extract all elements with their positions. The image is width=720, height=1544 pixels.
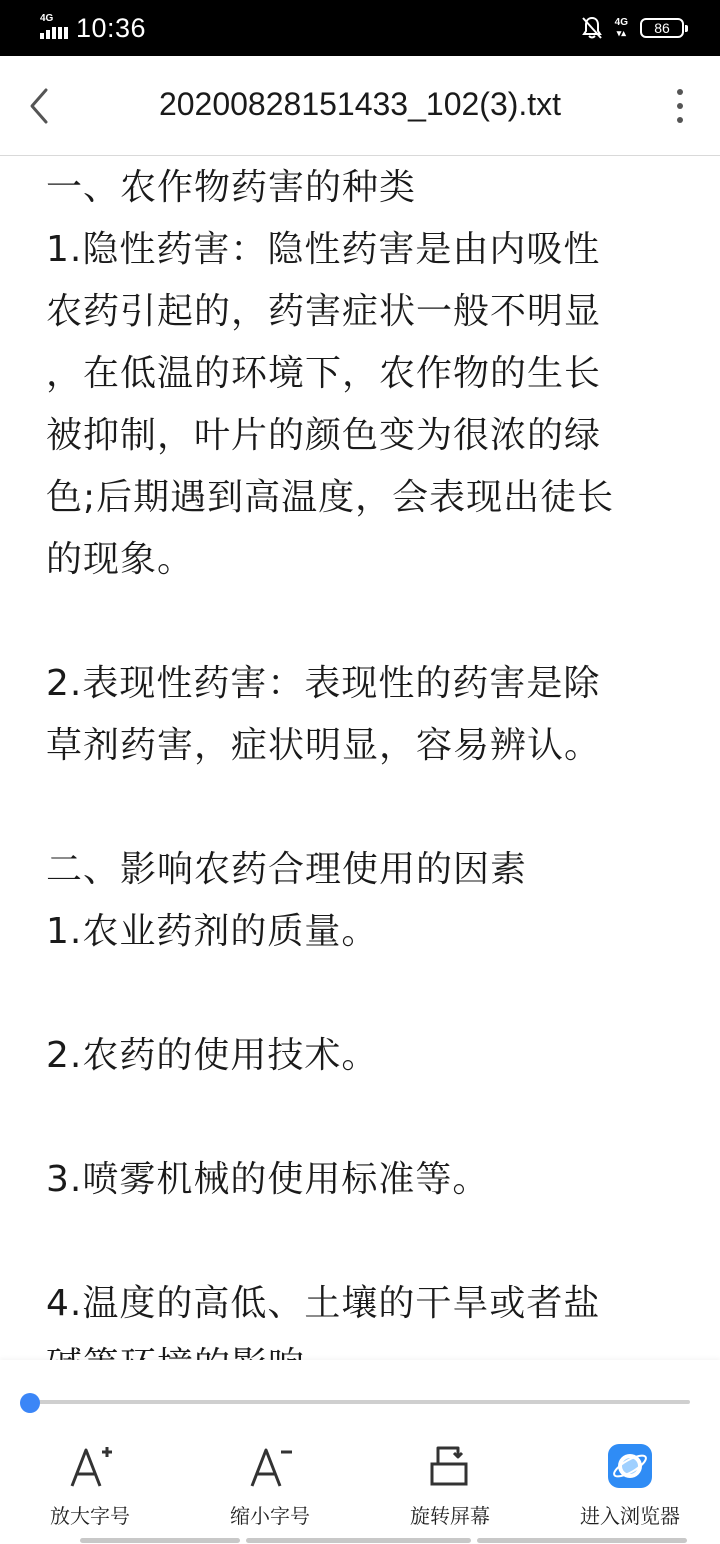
status-right bbox=[581, 12, 684, 44]
rotate-screen-icon bbox=[426, 1442, 474, 1490]
open-browser-button[interactable] bbox=[540, 1430, 720, 1530]
text-line: 1.隐性药害：隐性药害是由内吸性 bbox=[46, 229, 601, 270]
status-bar bbox=[0, 0, 720, 56]
shrink-font-button[interactable] bbox=[180, 1430, 360, 1530]
open-browser-label: 进入浏览器 bbox=[580, 1504, 680, 1528]
browser-app-icon bbox=[606, 1442, 654, 1490]
gesture-bar bbox=[80, 1538, 690, 1544]
back-button[interactable] bbox=[22, 84, 62, 128]
text-line: 被抑制，叶片的颜色变为很浓的绿 bbox=[46, 415, 602, 456]
battery-icon bbox=[640, 18, 684, 38]
text-line bbox=[46, 591, 686, 653]
clock: 10:36 bbox=[76, 12, 147, 43]
shrink-font-label: 缩小字号 bbox=[230, 1504, 310, 1528]
rotate-screen-label: 旋转屏幕 bbox=[410, 1504, 490, 1528]
enlarge-font-label: 放大字号 bbox=[50, 1504, 130, 1528]
enlarge-font-button[interactable] bbox=[0, 1430, 180, 1530]
text-line: 一、农作物药害的种类 bbox=[46, 167, 417, 208]
text-content[interactable] bbox=[46, 157, 686, 1360]
rotate-screen-button[interactable] bbox=[360, 1430, 540, 1530]
status-left bbox=[40, 10, 146, 46]
font-decrease-icon bbox=[246, 1442, 294, 1490]
reader-bottom-panel bbox=[0, 1360, 720, 1544]
text-line bbox=[46, 963, 686, 1025]
network-type-label: 4G bbox=[40, 13, 54, 24]
mute-bell-icon bbox=[581, 16, 603, 40]
signal-icon bbox=[40, 15, 72, 41]
text-line: 草剂药害，症状明显，容易辨认。 bbox=[46, 725, 602, 766]
text-line: ，在低温的环境下，农作物的生长 bbox=[46, 353, 602, 394]
text-line: 1.农业药剂的质量。 bbox=[46, 911, 379, 952]
text-line bbox=[46, 1211, 686, 1273]
battery-level: 86 bbox=[654, 20, 670, 36]
text-line: 3.喷雾机械的使用标准等。 bbox=[46, 1159, 490, 1200]
progress-slider-track[interactable] bbox=[30, 1400, 690, 1404]
text-line: 农药引起的，药害症状一般不明显 bbox=[46, 291, 602, 332]
page-title: 20200828151433_102(3).txt bbox=[158, 86, 562, 122]
more-options-button[interactable] bbox=[668, 86, 692, 126]
reader-toolbar bbox=[0, 1430, 720, 1530]
text-line bbox=[46, 1087, 686, 1149]
text-line: 的现象。 bbox=[46, 539, 195, 580]
progress-slider-thumb[interactable] bbox=[20, 1393, 40, 1413]
app-header bbox=[0, 56, 720, 156]
network-4g-icon: 4G ▾▴ bbox=[614, 17, 628, 38]
text-line: 二、影响农药合理使用的因素 bbox=[46, 849, 528, 890]
more-vertical-icon bbox=[668, 86, 692, 126]
text-line: 色;后期遇到高温度，会表现出徒长 bbox=[46, 477, 615, 518]
text-line: 2.表现性药害：表现性的药害是除 bbox=[46, 663, 601, 704]
chevron-left-icon bbox=[22, 84, 62, 128]
signal-bars bbox=[40, 27, 68, 39]
text-line bbox=[46, 777, 686, 839]
network-4g-label: 4G bbox=[614, 17, 628, 28]
text-line: 4.温度的高低、土壤的干旱或者盐 bbox=[46, 1283, 601, 1324]
font-increase-icon bbox=[66, 1442, 114, 1490]
text-line: 2.农药的使用技术。 bbox=[46, 1035, 379, 1076]
